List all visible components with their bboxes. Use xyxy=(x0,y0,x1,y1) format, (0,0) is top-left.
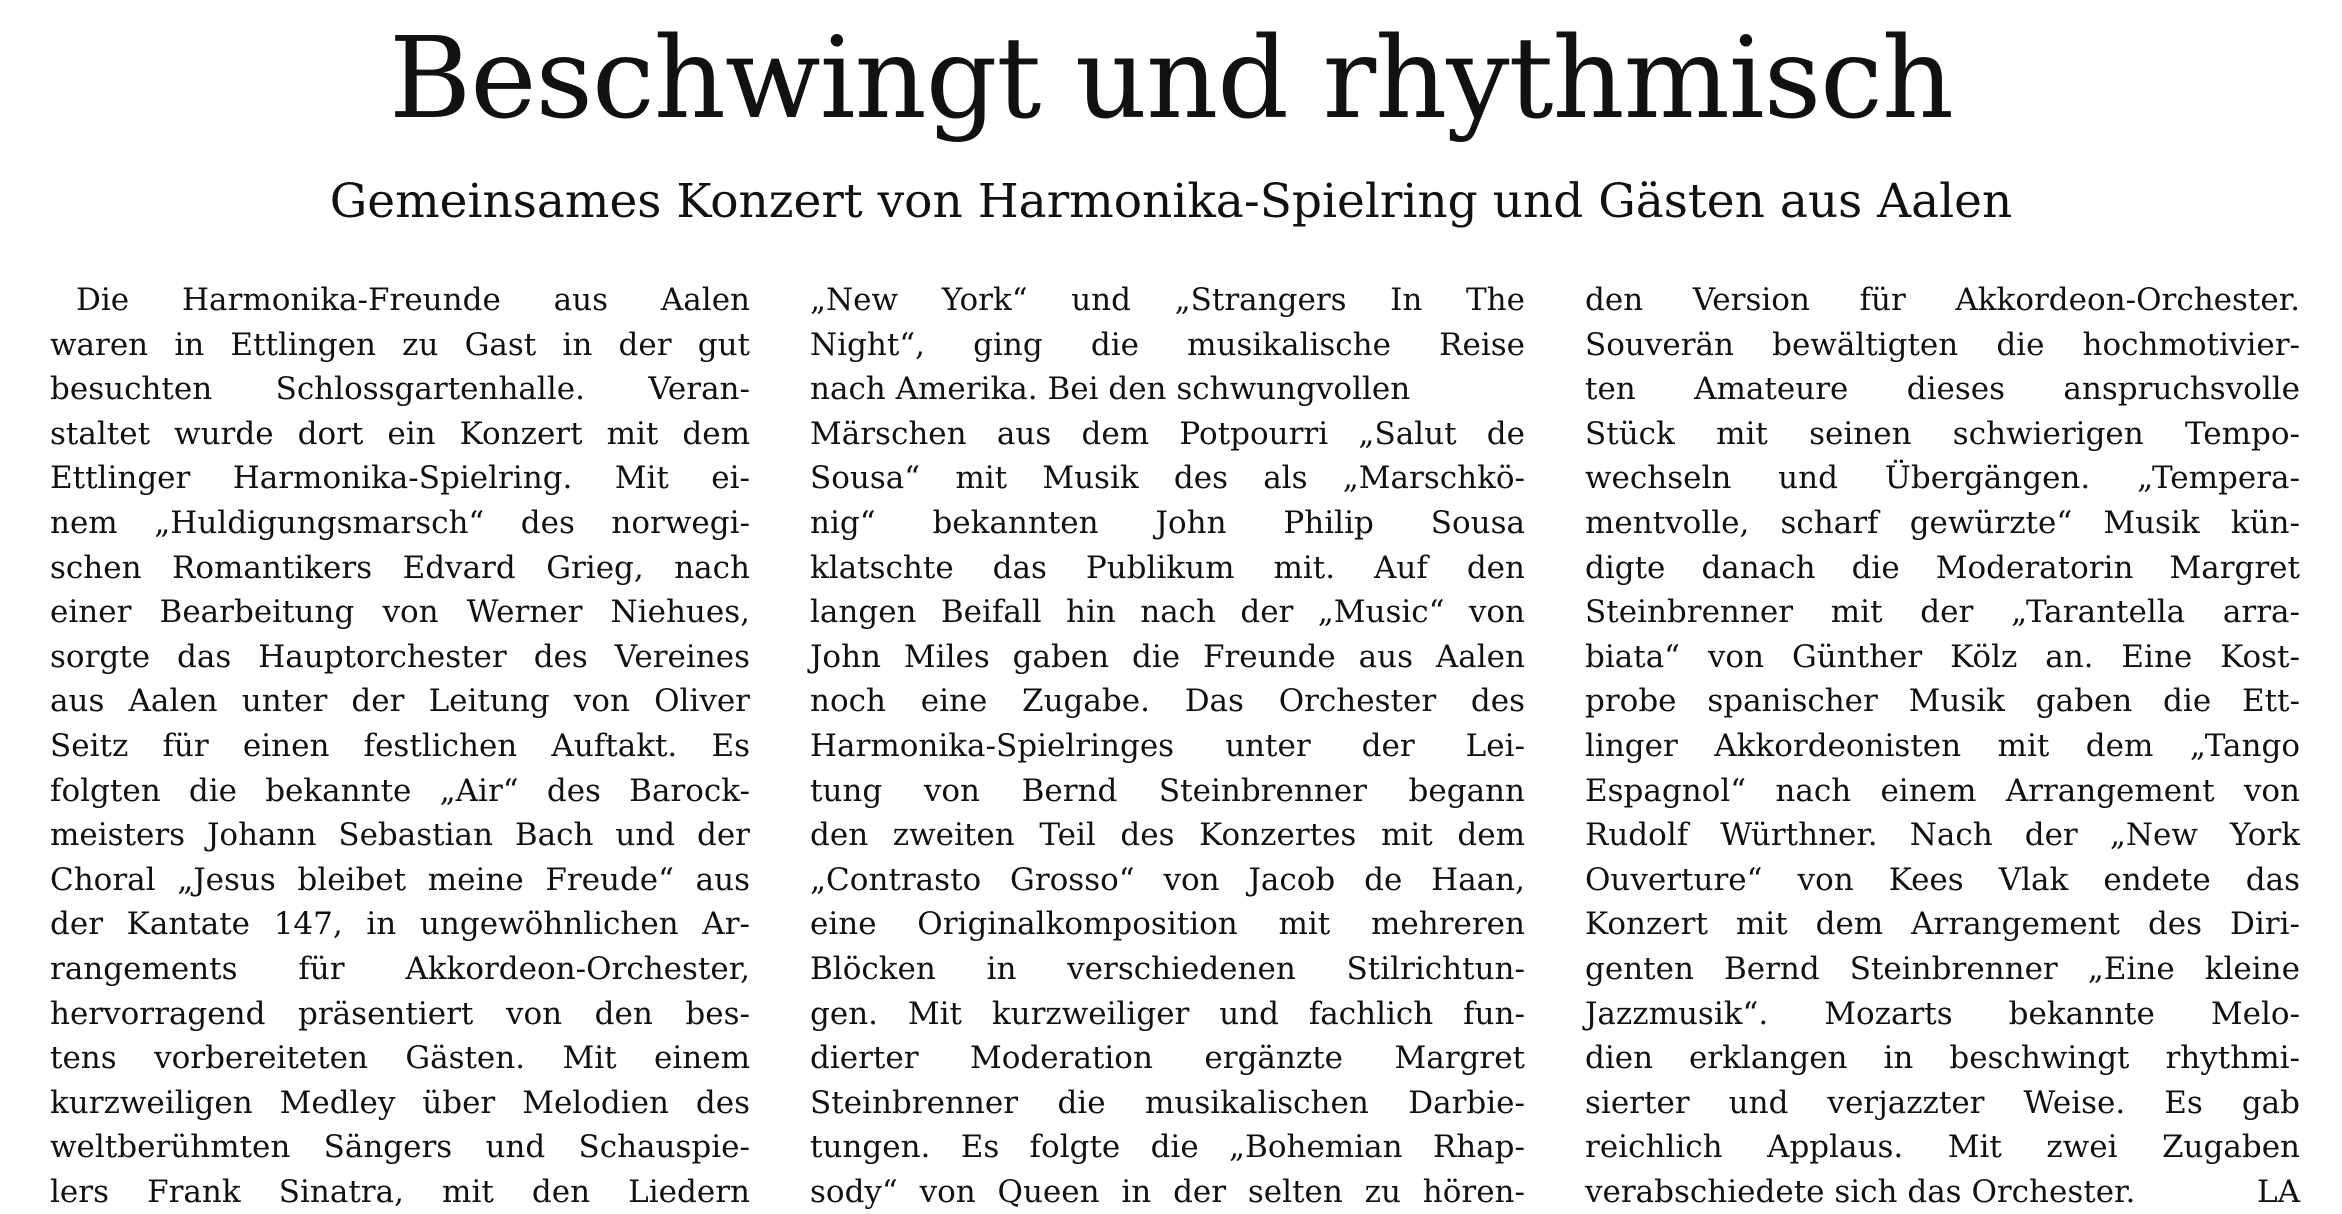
text-line: Steinbrenner mit der „Tarantella arra- xyxy=(1585,594,2300,631)
text-line: Espagnol“ nach einem Arrangement von xyxy=(1585,772,2300,809)
text-line: biata“ von Günther Kölz an. Eine Kost- xyxy=(1585,638,2300,675)
article-column-2 xyxy=(810,278,1525,1214)
final-sentence: verabschiedete sich das Orchester. xyxy=(1585,1173,2136,1210)
text-line: sorgte das Hauptorchester des Vereines xyxy=(50,638,750,675)
text-line: Rudolf Würthner. Nach der „New York xyxy=(1585,817,2300,854)
text-line: linger Akkordeonisten mit dem „Tango xyxy=(1585,727,2300,764)
text-line: Harmonika-Spielringes unter der Lei- xyxy=(810,727,1525,764)
text-line: nach Amerika. Bei den schwungvollen xyxy=(810,371,1411,408)
text-line: hervorragend präsentiert von den bes- xyxy=(50,995,750,1032)
text-line: ten Amateure dieses anspruchsvolle xyxy=(1585,371,2300,408)
text-line: Steinbrenner die musikalischen Darbie- xyxy=(810,1084,1525,1121)
text-line: Blöcken in verschiedenen Stilrichtun- xyxy=(810,950,1525,987)
text-line: probe spanischer Musik gaben die Ett- xyxy=(1585,683,2300,720)
text-line: noch eine Zugabe. Das Orchester des xyxy=(810,683,1525,720)
text-line: dien erklangen in beschwingt rhythmi- xyxy=(1585,1040,2300,1077)
text-line: Ettlinger Harmonika-Spielring. Mit ei- xyxy=(50,460,750,497)
text-line: Stück mit seinen schwierigen Tempo- xyxy=(1585,415,2300,452)
text-line-final xyxy=(1585,1170,2300,1214)
text-line: weltberühmten Sängers und Schauspie- xyxy=(50,1129,750,1166)
text-line: Konzert mit dem Arrangement des Diri- xyxy=(1585,906,2300,943)
text-line: sody“ von Queen in der selten zu hören- xyxy=(810,1173,1525,1210)
article-column-1 xyxy=(50,278,750,1214)
text-line: John Miles gaben die Freunde aus Aalen xyxy=(810,638,1525,675)
text-line: Sousa“ mit Musik des als „Marschkö- xyxy=(810,460,1525,497)
text-line: klatschte das Publikum mit. Auf den xyxy=(810,549,1525,586)
text-line: meisters Johann Sebastian Bach und der xyxy=(50,817,750,854)
article-column-3 xyxy=(1585,278,2300,1214)
text-line: aus Aalen unter der Leitung von Oliver xyxy=(50,683,750,720)
text-line: sierter und verjazzter Weise. Es gab xyxy=(1585,1084,2300,1121)
text-line: den zweiten Teil des Konzertes mit dem xyxy=(810,817,1525,854)
text-line: besuchten Schlossgartenhalle. Veran- xyxy=(50,371,750,408)
text-line: nem „Huldigungsmarsch“ des norwegi- xyxy=(50,504,750,541)
text-line: tens vorbereiteten Gästen. Mit einem xyxy=(50,1040,750,1077)
text-line: rangements für Akkordeon-Orchester, xyxy=(50,950,750,987)
text-line: der Kantate 147, in ungewöhnlichen Ar- xyxy=(50,906,750,943)
text-line: Seitz für einen festlichen Auftakt. Es xyxy=(50,727,750,764)
text-line: langen Beifall hin nach der „Music“ von xyxy=(810,594,1525,631)
text-line: „New York“ und „Strangers In The xyxy=(810,282,1525,318)
text-line: kurzweiligen Medley über Melodien des xyxy=(50,1084,750,1121)
text-line: nig“ bekannten John Philip Sousa xyxy=(810,504,1525,541)
text-line: wechseln und Übergängen. „Tempera- xyxy=(1585,460,2300,497)
headline: Beschwingt und rhythmisch xyxy=(388,14,1954,144)
text-line: digte danach die Moderatorin Margret xyxy=(1585,549,2300,586)
text-line: den Version für Akkordeon-Orchester. xyxy=(1585,282,2300,318)
text-line: eine Originalkomposition mit mehreren xyxy=(810,906,1525,943)
text-line: staltet wurde dort ein Konzert mit dem xyxy=(50,415,750,452)
text-line: Night“, ging die musikalische Reise xyxy=(810,326,1525,363)
text-line: Choral „Jesus bleibet meine Freude“ aus xyxy=(50,861,750,898)
text-line: waren in Ettlingen zu Gast in der gut xyxy=(50,326,750,363)
text-line: tungen. Es folgte die „Bohemian Rhap- xyxy=(810,1129,1525,1166)
text-line: lers Frank Sinatra, mit den Liedern xyxy=(50,1173,750,1210)
text-line: Souverän bewältigten die hochmotivier- xyxy=(1585,326,2300,363)
text-line: dierter Moderation ergänzte Margret xyxy=(810,1040,1525,1077)
text-line: folgten die bekannte „Air“ des Barock- xyxy=(50,772,750,809)
subheadline: Gemeinsames Konzert von Harmonika-Spielring und Gästen aus Aalen xyxy=(329,174,2013,229)
text-line: genten Bernd Steinbrenner „Eine kleine xyxy=(1585,950,2300,987)
text-line: reichlich Applaus. Mit zwei Zugaben xyxy=(1585,1129,2300,1166)
text-line: gen. Mit kurzweiliger und fachlich fun- xyxy=(810,995,1525,1032)
text-line: Die Harmonika-Freunde aus Aalen xyxy=(76,282,750,318)
text-line: „Contrasto Grosso“ von Jacob de Haan, xyxy=(810,861,1525,898)
text-line: tung von Bernd Steinbrenner begann xyxy=(810,772,1525,809)
text-line: Märschen aus dem Potpourri „Salut de xyxy=(810,415,1525,452)
text-line: schen Romantikers Edvard Grieg, nach xyxy=(50,549,750,586)
text-line: mentvolle, scharf gewürzte“ Musik kün- xyxy=(1585,504,2300,541)
author-initials: LA xyxy=(2257,1173,2300,1210)
text-line: einer Bearbeitung von Werner Niehues, xyxy=(50,594,750,631)
text-line: Jazzmusik“. Mozarts bekannte Melo- xyxy=(1585,995,2300,1032)
text-line: Ouverture“ von Kees Vlak endete das xyxy=(1585,861,2300,898)
